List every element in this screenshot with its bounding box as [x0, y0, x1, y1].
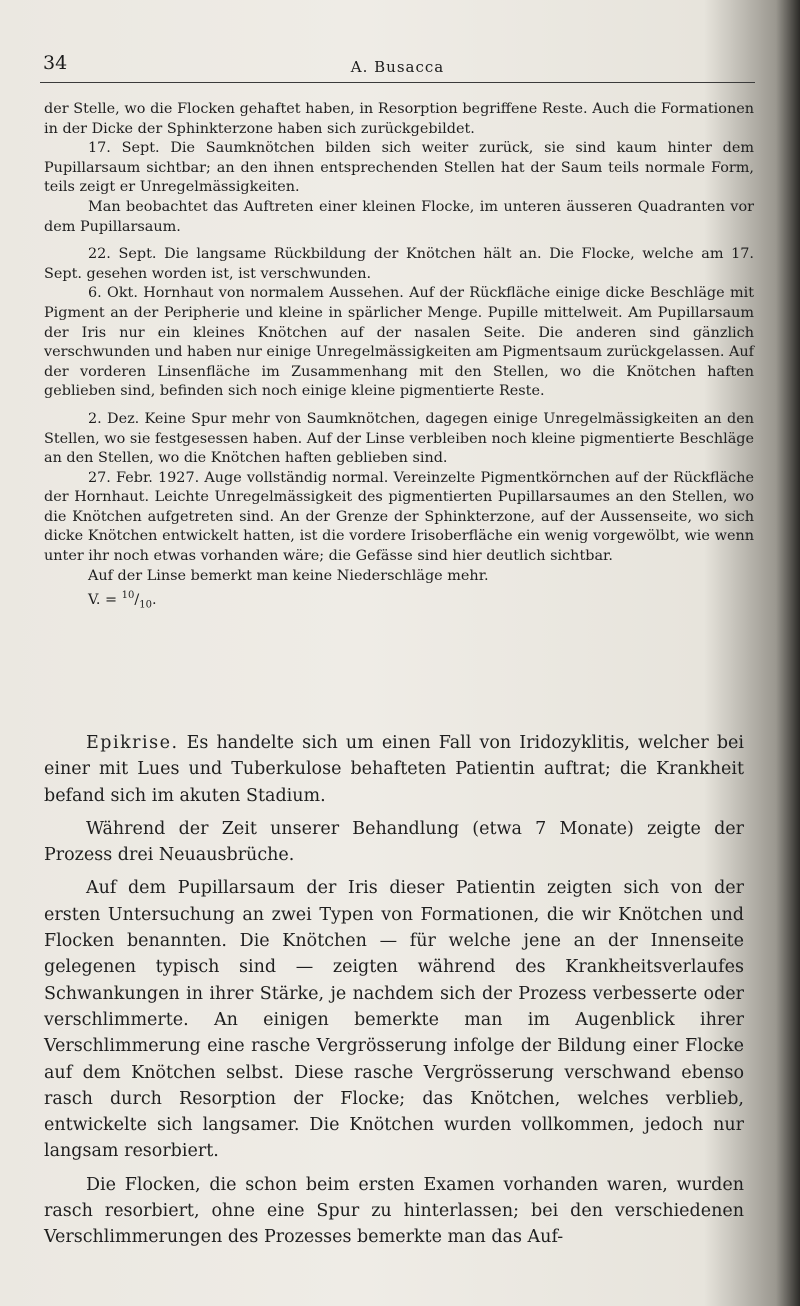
page-number: 34 — [43, 52, 68, 74]
case-note-paragraph: 6. Okt. Hornhaut von normalem Aussehen. Auf der Rückfläche einige dicke Beschläge mit Pigment an der Peripherie und kleine in spärlicher Menge. Pupille mittelweit. Am Pupillarsaum der Iris nur ein kleines Knötchen auf der nasalen Seite. Die anderen sind gänzlich verschwunden und haben nur einige Unregelmässigkeiten am Pigmentsaum zurückgelassen. Auf der vorderen Linsenfläche im Zusammenhang mit den Stellen, wo die Knötchen haften geblieben sind, befinden sich noch einige kleine pigmentierte Reste. — [44, 285, 754, 400]
case-note-paragraph: 22. Sept. Die langsame Rückbildung der Knötchen hält an. Die Flocke, welche am 17. Sept. gesehen worden ist, ist verschwunden. — [44, 246, 754, 282]
case-note-paragraph: 2. Dez. Keine Spur mehr von Saumknötchen, dagegen einige Unregelmässigkeiten an den Stellen, wo sie festgesessen haben. Auf der Linse verbleiben noch kleine pigmentierte Beschläge an den Stellen, wo die Knötchen haften geblieben sind. — [44, 410, 754, 467]
epikrise-text: Es handelte sich um einen Fall von Iridozyklitis, welcher bei einer mit Lues und Tuberkulose behafteten Patientin auftrat; die Krankheit befand sich im akuten Stadium. — [44, 733, 744, 806]
visus-line: V. = $^{10}/_{10}$. — [88, 590, 157, 611]
body-paragraph: Während der Zeit unserer Behandlung (etwa 7 Monate) zeigte der Prozess drei Neuausbrüche. — [44, 818, 744, 866]
visus-denominator: 10 — [139, 599, 152, 611]
case-note-paragraph: Man beobachtet das Auftreten einer kleinen Flocke, im unteren äusseren Quadranten vor dem Pupillarsaum. — [44, 198, 754, 235]
visus-numerator: 10 — [121, 590, 135, 602]
case-notes — [44, 100, 754, 616]
visus-suffix: . — [151, 592, 157, 609]
case-note-paragraph: Auf der Linse bemerkt man keine Niederschläge mehr. — [88, 567, 489, 584]
running-head-author: A. Busacca — [350, 58, 445, 76]
epikrise-section — [44, 730, 744, 1251]
case-note-paragraph: der Stelle, wo die Flocken gehaftet haben, in Resorption begriffene Reste. Auch die Formationen in der Dicke der Sphinkterzone haben sich zurückgebildet. — [44, 101, 754, 137]
epikrise-paragraph — [44, 730, 744, 809]
body-paragraph: Auf dem Pupillarsaum der Iris dieser Patientin zeigten sich von der ersten Untersuchung an zwei Typen von Formationen, die wir Knötchen und Flocken benannten. Die Knötchen — für welche jene an der Innenseite gelegenen typisch sind — zeigten während des Krankheitsverlaufes Schwankungen in ihrer Stärke, je nachdem sich der Prozess verbesserte oder verschlimmerte. An einigen bemerkte man im Augenblick ihrer Verschlimmerung eine rasche Vergrösserung infolge der Bildung einer Flocke auf dem Knötchen selbst. Diese rasche Vergrösserung verschwand ebenso rasch durch Resorption der Flocke; das Knötchen, welches verblieb, entwickelte sich langsamer. Die Knötchen wurden vollkommen, jedoch nur langsam resorbiert. — [44, 878, 744, 1162]
epikrise-label: Epikrise. — [86, 733, 179, 753]
visus-prefix: V. = — [88, 592, 122, 609]
case-note-paragraph: 27. Febr. 1927. Auge vollständig normal. Vereinzelte Pigmentkörnchen auf der Rückfläche der Hornhaut. Leichte Unregelmässigkeit des pigmentierten Pupillarsaumes an den Stellen, wo die Knötchen aufgetreten sind. An der Grenze der Sphinkterzone, auf der Aussenseite, wo sich dicke Knötchen entwickelt hatten, ist die vordere Irisoberfläche ein wenig vorgewölbt, wie wenn unter ihr noch etwas vorhanden wäre; die Gefässe sind hier deutlich sichtbar. — [44, 469, 754, 565]
running-header — [40, 48, 755, 83]
body-paragraph: Die Flocken, die schon beim ersten Examen vorhanden waren, wurden rasch resorbiert, ohne eine Spur zu hinterlassen; bei den verschiedenen Verschlimmerungen des Prozesses bemerkte man das Auf- — [44, 1174, 744, 1248]
case-note-paragraph: 17. Sept. Die Saumknötchen bilden sich weiter zurück, sie sind kaum hinter dem Pupillarsaum sichtbar; an den ihnen entsprechenden Stellen hat der Saum teils normale Form, teils zeigt er Unregelmässigkeiten. — [44, 140, 754, 196]
